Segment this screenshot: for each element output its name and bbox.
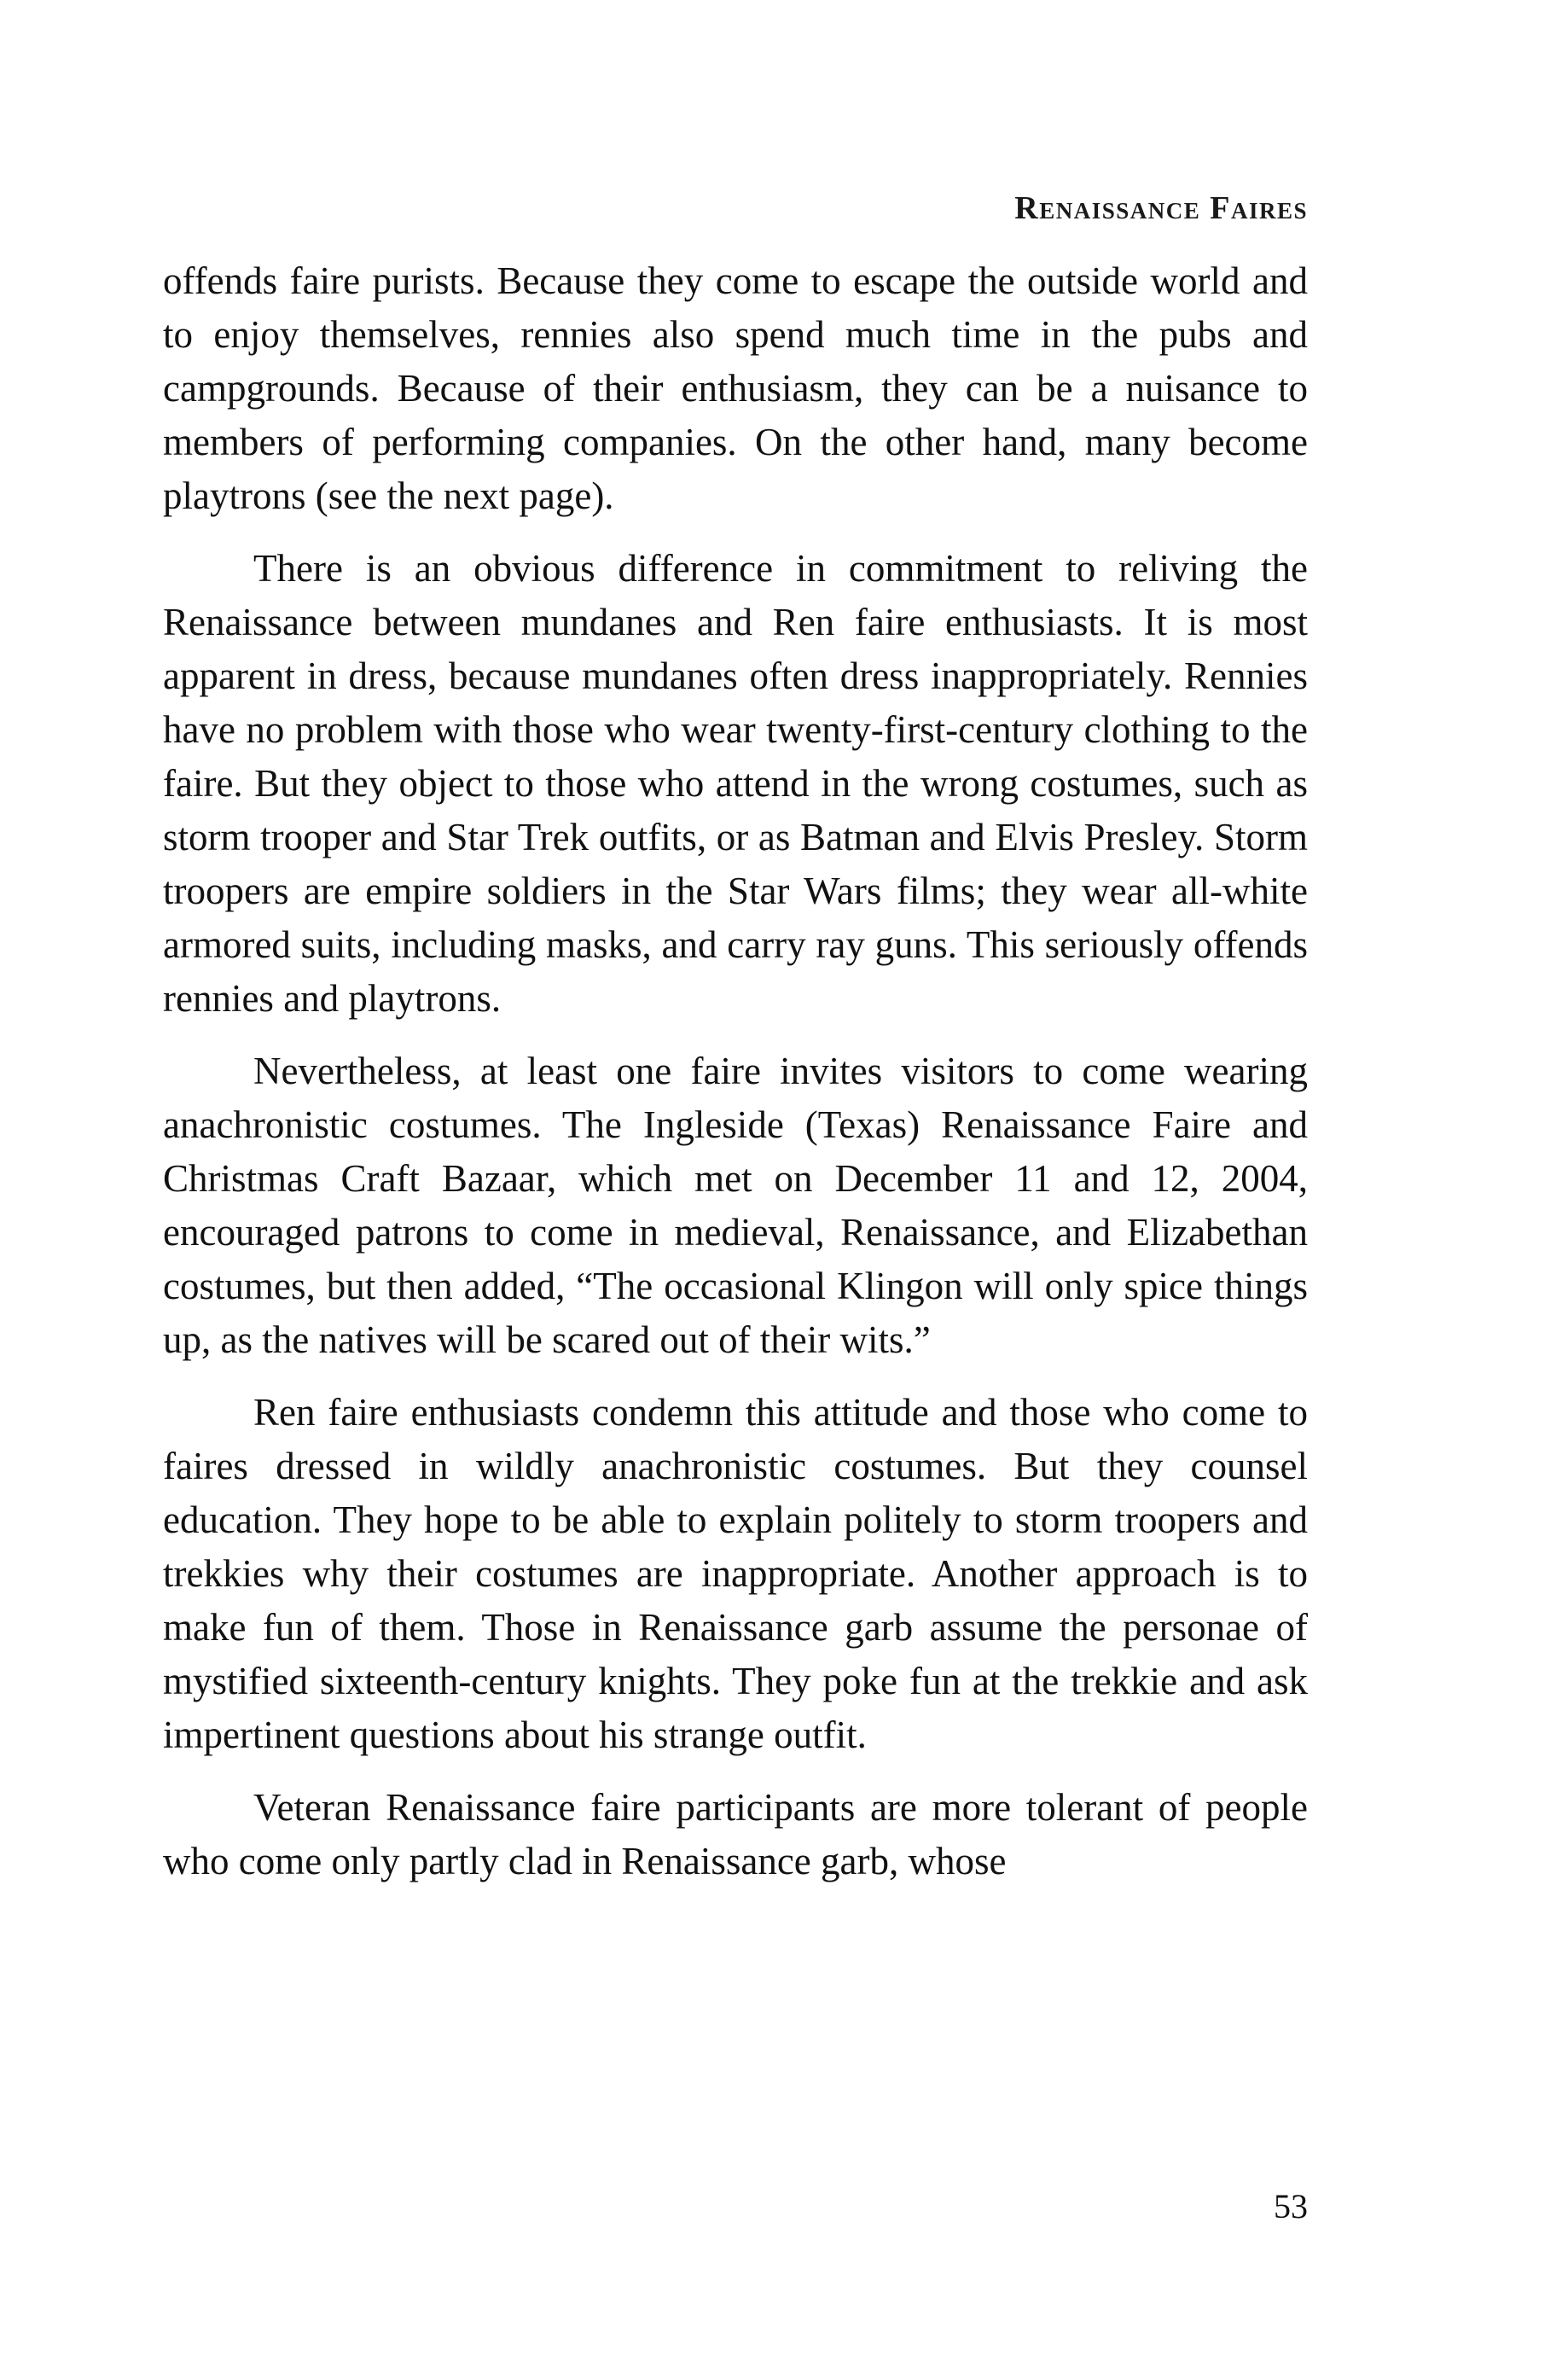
- paragraph-continued: offends faire purists. Because they come to escape the outside world and to enjoy themselves, rennies also spend much time in the pubs and campgrounds. Because of their enthusiasm, they can be a nuisance to members of performing companies. On the other hand, many become playtrons (see the next page).: [163, 259, 1308, 517]
- paragraph-commitment: There is an obvious difference in commitment to reliving the Renaissance between mundanes and Ren faire enthusiasts. It is most apparent in dress, because mundanes often dress inappropriately. Rennies have no problem with those who wear twenty-first-century clothing to the faire. But they object to those who attend in the wrong costumes, such as storm trooper and Star Trek outfits, or as Batman and Elvis Presley. Storm troopers are empire soldiers in the Star Wars films; they wear all-white armored suits, including masks, and carry ray guns. This seriously offends rennies and playtrons.: [163, 547, 1308, 1020]
- body-text: [163, 254, 1308, 1907]
- page-number: 53: [1274, 2187, 1308, 2225]
- paragraph-veterans: Veteran Renaissance faire participants are more tolerant of people who come only partly clad in Renaissance garb, whose: [163, 1786, 1308, 1882]
- running-head: Renaissance Faires: [1014, 190, 1308, 226]
- paragraph-ingleside-faire: Nevertheless, at least one faire invites visitors to come wearing anachronistic costumes. The Ingleside (Texas) Renaissance Faire and Christmas Craft Bazaar, which met on December 11 and 12, 2004, encouraged patrons to come in medieval, Renaissance, and Elizabethan costumes, but then added, “The occasional Klingon will only spice things up, as the natives will be scared out of their wits.”: [163, 1050, 1308, 1361]
- paragraph-enthusiasts: Ren faire enthusiasts condemn this attitude and those who come to faires dressed in wildly anachronistic costumes. But they counsel education. They hope to be able to explain politely to storm troopers and trekkies why their costumes are inappropriate. Another approach is to make fun of them. Those in Renaissance garb assume the personae of mystified sixteenth-century knights. They poke fun at the trekkie and ask impertinent questions about his strange outfit.: [163, 1391, 1308, 1756]
